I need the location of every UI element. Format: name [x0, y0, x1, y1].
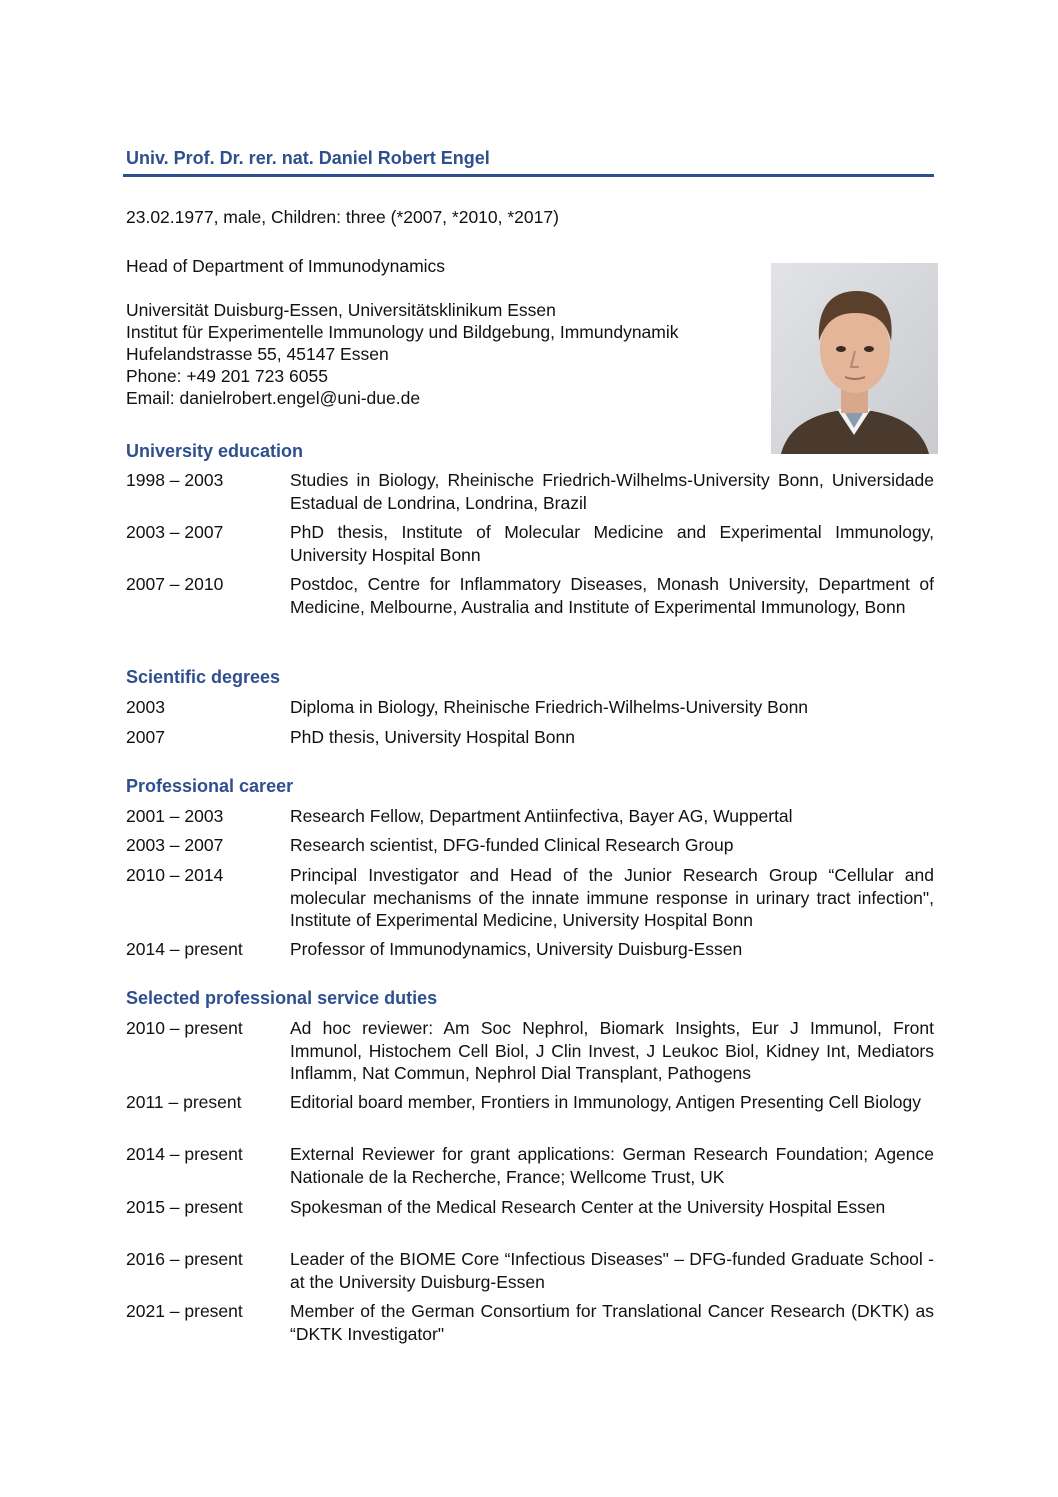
entry-description: External Reviewer for grant applications: German Research Foundation; Agence Nationale de la Recherche, France; Wellcome Trust, UK — [290, 1144, 934, 1187]
entry-period: 2014 – present — [126, 1144, 243, 1164]
entry-period: 2003 – 2007 — [126, 522, 224, 542]
entry-description: Research scientist, DFG-funded Clinical Research Group — [290, 835, 734, 855]
entry-description: Ad hoc reviewer: Am Soc Nephrol, Biomark Insights, Eur J Immunol, Front Immunol, Histochem Cell Biol, J Clin Invest, J Leukoc Biol, Kidney Int, Mediators Inflamm, Nat Commun, Nephrol Dial Transplant, Pathogens — [290, 1018, 934, 1083]
entry-period: 2021 – present — [126, 1301, 243, 1321]
entry-description: Editorial board member, Frontiers in Immunology, Antigen Presenting Cell Biology — [290, 1092, 921, 1112]
email-line: Email: danielrobert.engel@uni-due.de — [126, 388, 421, 408]
portrait-photo — [771, 263, 938, 454]
section-title-university-education: University education — [126, 441, 304, 461]
address-line: Universität Duisburg-Essen, Universitätsklinikum Essen — [126, 300, 556, 320]
title-divider — [123, 174, 934, 177]
entry-period: 1998 – 2003 — [126, 470, 224, 490]
entry-period: 2010 – 2014 — [126, 865, 224, 885]
entry-period: 2007 — [126, 727, 165, 747]
entry-description: Leader of the BIOME Core “Infectious Diseases" – DFG-funded Graduate School - at the University Duisburg-Essen — [290, 1249, 934, 1292]
entry-period: 2011 – present — [126, 1092, 242, 1112]
phone-line: Phone: +49 201 723 6055 — [126, 366, 328, 386]
entry-period: 2003 — [126, 697, 165, 717]
section-title-scientific-degrees: Scientific degrees — [126, 667, 281, 687]
cv-name-title: Univ. Prof. Dr. rer. nat. Daniel Robert Engel — [126, 148, 490, 168]
section-title-service-duties: Selected professional service duties — [126, 988, 438, 1008]
entry-period: 2007 – 2010 — [126, 574, 224, 594]
entry-description: Research Fellow, Department Antiinfectiva, Bayer AG, Wuppertal — [290, 806, 793, 826]
entry-description: PhD thesis, Institute of Molecular Medicine and Experimental Immunology, University Hospital Bonn — [290, 522, 934, 565]
current-position: Head of Department of Immunodynamics — [126, 256, 446, 276]
entry-description: Diploma in Biology, Rheinische Friedrich-Wilhelms-University Bonn — [290, 697, 809, 717]
personal-info: 23.02.1977, male, Children: three (*2007, *2010, *2017) — [126, 207, 559, 227]
entry-description: Postdoc, Centre for Inflammatory Diseases, Monash University, Department of Medicine, Melbourne, Australia and Institute of Experimental Immunology, Bonn — [290, 574, 934, 617]
entry-period: 2016 – present — [126, 1249, 243, 1269]
entry-period: 2003 – 2007 — [126, 835, 224, 855]
entry-description: Member of the German Consortium for Translational Cancer Research (DKTK) as “DKTK Investigator" — [290, 1301, 934, 1344]
address-line: Hufelandstrasse 55, 45147 Essen — [126, 344, 389, 364]
entry-period: 2010 – present — [126, 1018, 243, 1038]
entry-description: Principal Investigator and Head of the Junior Research Group “Cellular and molecular mechanisms of the innate immune response in urinary tract infection", Institute of Experimental Medicine, University Hospital Bonn — [290, 865, 934, 930]
entry-description: Studies in Biology, Rheinische Friedrich-Wilhelms-University Bonn, Universidade Estadual de Londrina, Londrina, Brazil — [290, 470, 934, 513]
address-line: Institut für Experimentelle Immunology und Bildgebung, Immundynamik — [126, 322, 679, 342]
section-title-professional-career: Professional career — [126, 776, 294, 796]
entry-description: Professor of Immunodynamics, University Duisburg-Essen — [290, 939, 743, 959]
entry-period: 2014 – present — [126, 939, 243, 959]
entry-description: PhD thesis, University Hospital Bonn — [290, 727, 575, 747]
entry-description: Spokesman of the Medical Research Center at the University Hospital Essen — [290, 1197, 886, 1217]
entry-period: 2001 – 2003 — [126, 806, 224, 826]
entry-period: 2015 – present — [126, 1197, 243, 1217]
